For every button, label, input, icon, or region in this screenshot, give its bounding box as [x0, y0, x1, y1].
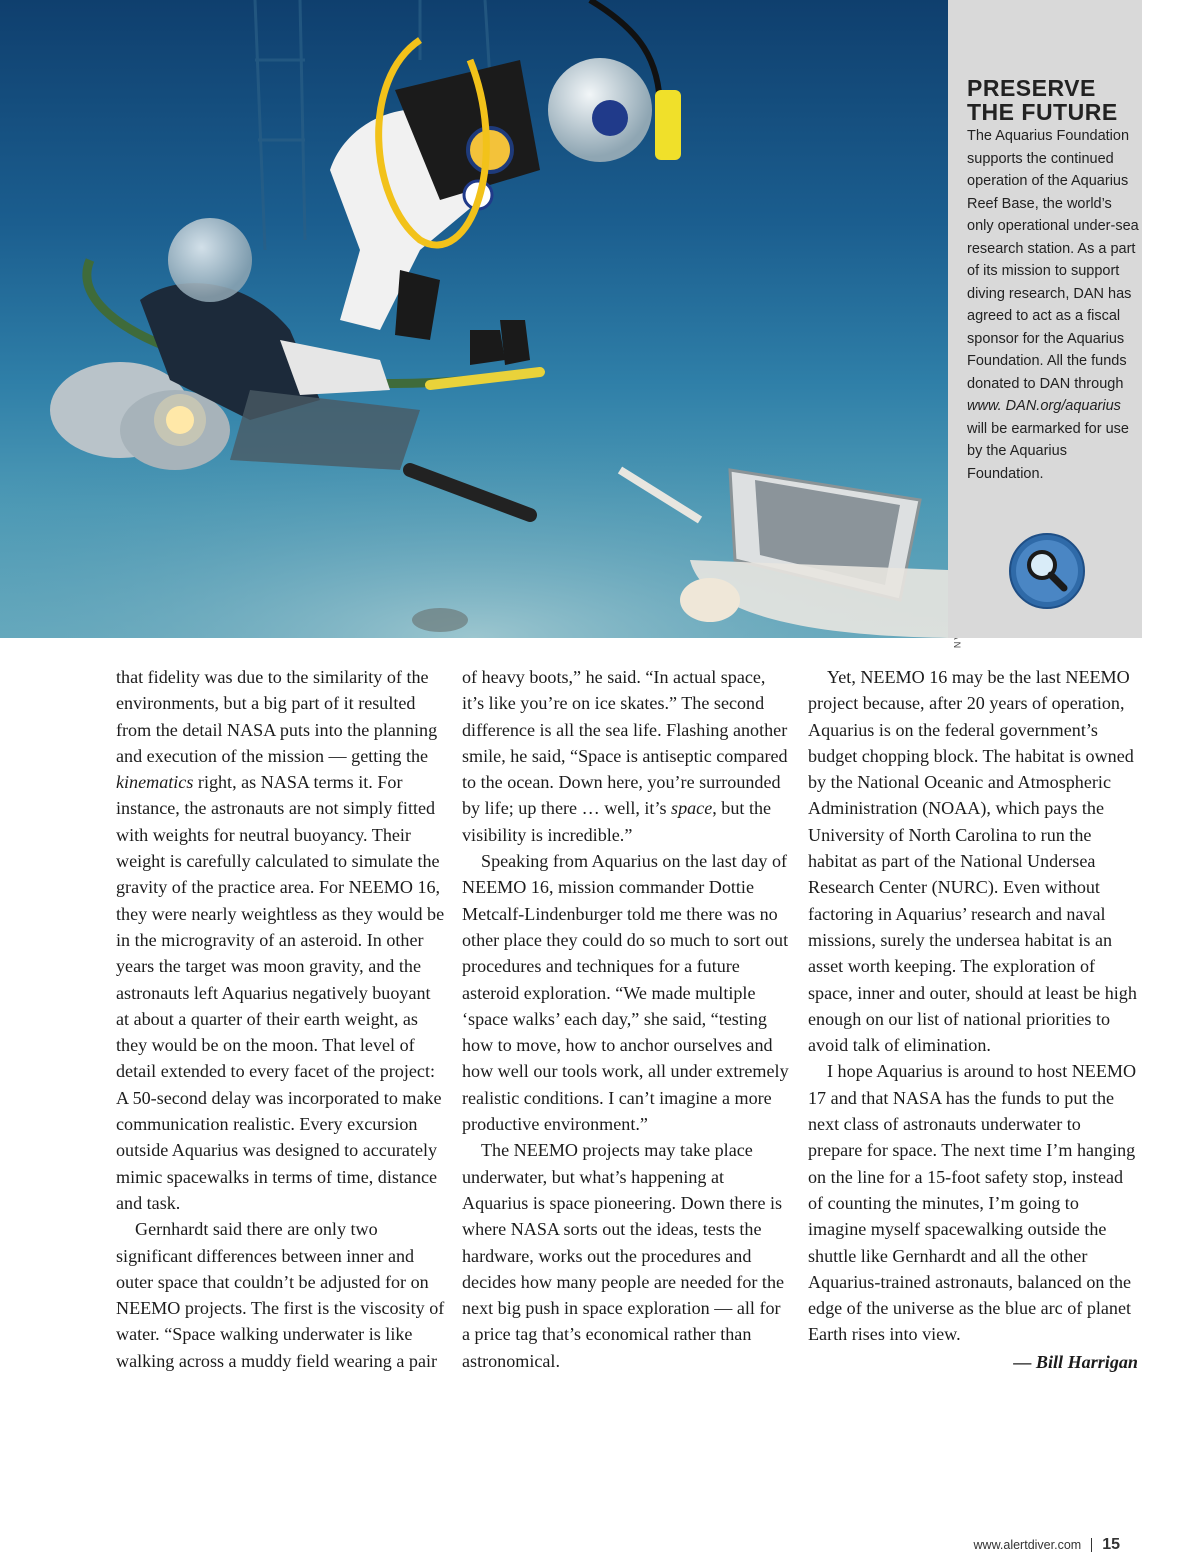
footer-divider [1091, 1538, 1092, 1552]
author-byline: — Bill Harrigan [1013, 1351, 1138, 1372]
paragraph: Yet, NEEMO 16 may be the last NEEMO project because, after 20 years of operation, Aquarius is on the federal government’s budget chopping block. The habitat is owned by the National Oceanic and Atmospheric Administration (NOAA), which pays the University of North Carolina to run the habitat as part of the National Undersea Research Center (NURC). Even without factoring in Aquarius’ research and naval missions, surely the undersea habitat is an asset worth keeping. The exploration of space, inner and outer, should at least be high enough on our list of national priorities to avoid talk of elimination. [808, 667, 1137, 1056]
sidebar-body [967, 125, 1139, 485]
paragraph [462, 664, 792, 848]
text-run: , but the visibility is incredible.” [462, 798, 772, 845]
paragraph: The NEEMO projects may take place underwater, but what’s happening at Aquarius is space pioneering. Down there is where NASA sorts out the ideas, tests the hardware, works out the procedures and decides how many people are needed for the next big push in space exploration — all for a price tag that’s economical rather than astronomical. [462, 1140, 785, 1371]
paragraph [116, 664, 446, 1216]
sidebar-body-text: The Aquarius Foundation supports the continued operation of the Aquarius Reef Base, the world’s only operational under-sea research station. As a part of its mission to support diving research, DAN has agreed to act as a fiscal sponsor for the Aquarius Foundation. All the funds donated to DAN through [967, 128, 1139, 392]
sidebar-panel [948, 0, 1142, 638]
text-run: right, as NASA terms it. For instance, the astronauts are not simply fitted with weights for neutral buoyancy. Their weight is carefully calculated to simulate the gravity of the practice area. For NEEMO 16, they were nearly weightless as they would be in the microgravity of an asteroid. In other years the target was moon gravity, and the astronauts left Aquarius negatively buoyant at about a quarter of their earth weight, as they would be on the moon. That level of detail extended to every facet of the project: A 50-second delay was incorporated to make communication realistic. Every excursion outside Aquarius was designed to accurately mimic spacewalks in terms of time, distance and task. [116, 772, 445, 1213]
italic-text: kinematics [116, 772, 194, 793]
sidebar-heading-line1: PRESERVE [967, 75, 1096, 101]
paragraph: Gernhardt said there are only two significant differences between inner and outer space that couldn’t be adjusted for on NEEMO projects. The first is the viscosity of water. “Space walking underwater is like walking across a muddy field wearing a pair [116, 1219, 445, 1371]
text-run: that fidelity was due to the similarity of the environments, but a big part of it resulted from the detail NASA puts into the planning and execution of the mission — getting the [116, 667, 438, 766]
text-column-3 [808, 664, 1138, 1375]
sidebar-heading-line2: THE FUTURE [967, 99, 1118, 125]
magnifier-icon [1008, 532, 1086, 610]
paragraph: I hope Aquarius is around to host NEEMO 17 and that NASA has the funds to put the next class of astronauts underwater to prepare for space. The next time I’m hanging on the line for a 15-foot safety stop, instead of counting the minutes, I’m going to imagine myself spacewalking outside the shuttle like Gernhardt and all the other Aquarius-trained astronauts, balanced on the edge of the universe as the blue arc of planet Earth rises into view. [808, 1061, 1137, 1345]
text-column-2 [462, 664, 792, 1374]
page-footer [974, 1536, 1120, 1554]
text-column-1 [116, 664, 446, 1374]
underwater-scene-illustration [0, 0, 948, 638]
footer-url[interactable]: www.alertdiver.com [973, 1538, 1082, 1552]
paragraph: Speaking from Aquarius on the last day of NEEMO 16, mission commander Dottie Metcalf-Lindenburger told me there was no other place they could do so much to sort out procedures and techniques for a future asteroid exploration. “We made multiple ‘space walks’ each day,” she said, “testing how to move, how to anchor ourselves and how well our tools work, all under extremely realistic conditions. I can’t imagine a more productive environment.” [462, 851, 789, 1135]
sidebar-link[interactable]: www. DAN.org/aquarius [967, 398, 1121, 414]
hero-photo [0, 0, 948, 638]
sidebar-body-text-end: will be earmarked for use by the Aquarius Foundation. [967, 420, 1129, 482]
text-run: of heavy boots,” he said. “In actual space, it’s like you’re on ice skates.” The second difference is all the sea life. Flashing another smile, he said, “Space is antiseptic compared to the ocean. Down here, you’re surrounded by life; up there … well, it’s [462, 667, 788, 819]
sidebar-heading [967, 76, 1137, 124]
italic-text: space [671, 798, 713, 819]
page-number: 15 [1102, 1536, 1120, 1553]
